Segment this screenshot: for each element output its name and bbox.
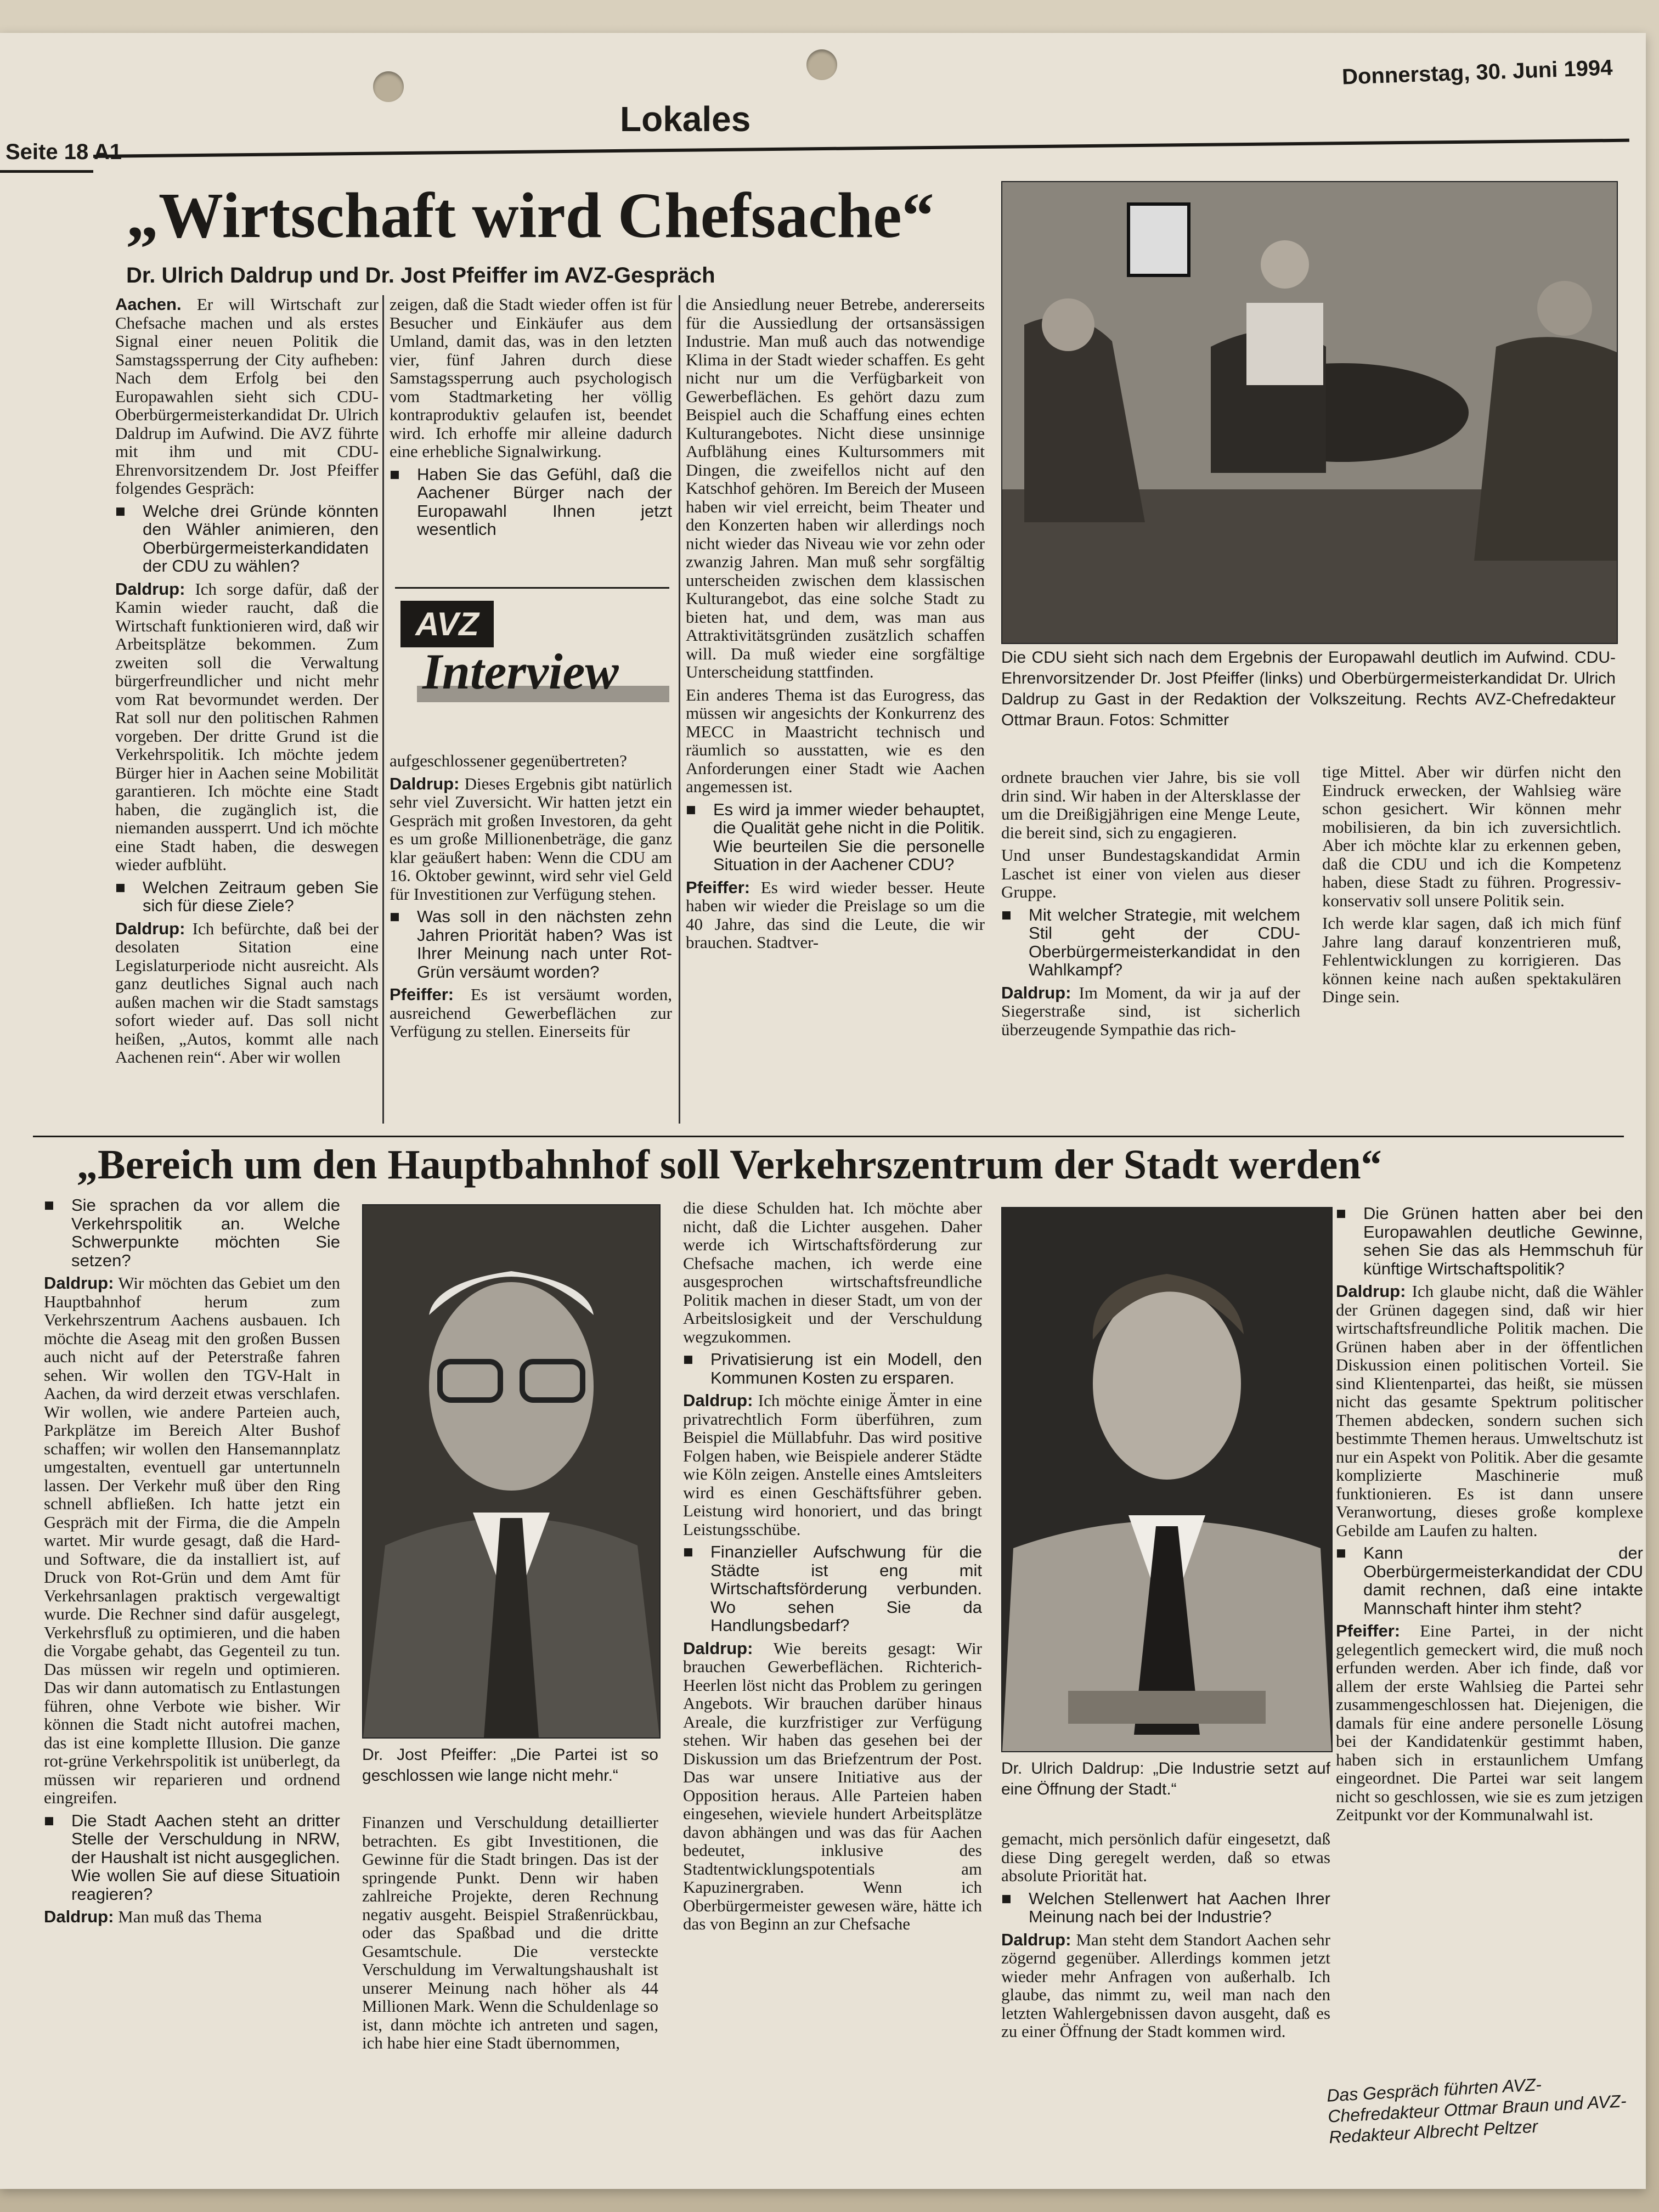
column-rule — [679, 295, 680, 1124]
answer: Daldrup: Ich sorge dafür, daß der Kamin wieder raucht, daß die Wirtschaft funktionieren wird, daß wir Arbeitsplätze bekommen. Zum zweiten soll die Verwaltung bürgerfreundlicher und nicht mehr vom Rat bevormundet werden. Der Rat soll nur den politischen Rahmen vorgeben. Der dritte Grund ist die Verkehrspolitik. Ich möchte jedem Bürger hier in Aachen seine Mobilität garantieren. Ich möchte eine Stadt haben, die zugänglich ist, die niemanden aussperrt. Und ich möchte eine Stadt haben, die deswegen wieder aufblüht. — [115, 579, 379, 874]
pfeiffer-portrait — [362, 1204, 661, 1739]
answer: Daldrup: Ich glaube nicht, daß die Wähler der Grünen dagegen sind, daß wir hier wirtschaftsfreundliche Politik machen. Die Grünen haben aber in der öffentlichen Diskussion einen politischen Vorteil. Sie sind Klientenpartei, das heißt, sie müssen nicht das gesamte Spektrum politischer Themen abdecken, sondern suchen sich bestimmte Themen heraus. Umweltschutz ist nur ein Aspekt von Politik. Aber die gesamte komplizierte Maschinerie muß funktionieren. Es ist dann unsere Veranwortung, dieses große komplexe Gebilde am Laufen zu halten. — [1336, 1282, 1643, 1540]
logo-label: Interview — [422, 644, 619, 699]
article2-col5 — [1336, 1204, 1643, 2115]
speaker-label: Pfeiffer: — [390, 985, 454, 1004]
speaker-label: Pfeiffer: — [1336, 1621, 1401, 1640]
speaker-label: Daldrup: — [683, 1391, 753, 1410]
article2-col2 — [362, 1813, 658, 2142]
article1-col2-top — [390, 295, 672, 580]
paragraph: zeigen, daß die Stadt wieder offen ist für Besucher und Einkäufer aus dem Umland, damit das, was in den letzten vier, fünf Jahren durch diese Samstagssperrung auch psychologisch vom Stadtmarketing her völlig kontraproduktiv gelaufen ist, beendet wird. Ich erhoffe mir alleine dadurch eine erhebliche Signalwirkung. — [390, 295, 672, 461]
question: ■ Finanzieller Aufschwung für die Städte ist eng mit Wirtschaftsförderung verbunden. Wo sehen Sie da Handlungsbedarf? — [683, 1543, 982, 1635]
paragraph: Und unser Bundestagskandidat Armin Laschet ist einer von vielen aus dieser Gruppe. — [1001, 845, 1300, 901]
question: ■ Welchen Stellenwert hat Aachen Ihrer Meinung nach bei der Industrie? — [1001, 1889, 1330, 1926]
daldrup-caption: Dr. Ulrich Daldrup: „Die Industrie setzt auf eine Öffnung der Stadt.“ — [1001, 1759, 1330, 1798]
article1-col1 — [115, 295, 379, 1124]
article1-subheadline: Dr. Ulrich Daldrup und Dr. Jost Pfeiffer im AVZ-Gespräch — [126, 263, 715, 287]
answer: Daldrup: Ich befürchte, daß bei der desolaten Sitation eine Legislaturperiode nicht ausreicht. Als ganz deutliches Signal auch nach außen machen wir die Stadt samstags sofort wieder auf. Das soll nicht heißen, „Autos, kommt alle nach Aachenen rein“. Aber wir wollen — [115, 918, 379, 1066]
paragraph: Finanzen und Verschuldung detaillierter betrachten. Es gibt Investitionen, die Gewinne für die Stadt bringen. Das ist der springende Punkt. Denn wir haben zahlreiche Projekte, deren Rechnung negativ ausgeht. Beispiel Straßenrückbau, oder das Spaßbad und die dritte Gesamtschule. Die versteckte Verschuldung im Verwaltungshaushalt ist unserer Meinung nach höher als 44 Millionen Mark. Wenn die Schuldenlage so ist, dann möchte ich antreten und sagen, ich habe hier eine Stadt übernommen, — [362, 1813, 658, 2052]
interview-credits: Das Gespräch führten AVZ-Chefredakteur Ottmar Braun und AVZ-Redakteur Albrecht Peltzer — [1326, 2074, 1627, 2147]
speaker-label: Daldrup: — [115, 579, 185, 599]
speaker-label: Daldrup: — [115, 918, 185, 938]
question: ■ Sie sprachen da vor allem die Verkehrspolitik an. Welche Schwerpunkte möchten Sie setzen? — [44, 1196, 340, 1269]
answer: Daldrup: Im Moment, da wir ja auf der Siegerstraße sind, ist sicherlich überzeugende Sympathie das rich- — [1001, 983, 1300, 1039]
article1-headline: „Wirtschaft wird Chefsache“ — [126, 179, 934, 251]
speaker-label: Daldrup: — [1336, 1282, 1406, 1301]
article-divider — [33, 1136, 1624, 1137]
question: ■ Was soll in den nächsten zehn Jahren Priorität haben? Was ist Ihrer Meinung nach unter Rot-Grün versäumt worden? — [390, 907, 672, 981]
article2-col3 — [683, 1199, 982, 2142]
newspaper-page — [0, 33, 1646, 2189]
daldrup-portrait — [1001, 1207, 1333, 1752]
question: ■ Die Stadt Aachen steht an dritter Stelle der Verschuldung in NRW, der Haushalt ist nicht ausgeglichen. Wie wollen Sie auf diese Situatioin reagieren? — [44, 1812, 340, 1904]
article1-col2-bottom — [390, 752, 672, 1125]
speaker-label: Daldrup: — [44, 1273, 114, 1293]
paragraph: aufgeschlossener gegenübertreten? — [390, 752, 627, 770]
page-label: Seite 18 A1 — [5, 140, 122, 164]
answer: Daldrup: Ich möchte einige Ämter in eine privatrechtlich Form überführen, zum Beispiel die Müllabfuhr. Das wird positive Folgen haben, wie Beispiele anderer Städte wie Köln zeigen. Anstelle eines Amtsleiters wird es einen Geschäftsführer geben. Leistung wird honoriert, und das bringt Leistungsschübe. — [683, 1391, 982, 1539]
question: ■ Haben Sie das Gefühl, daß die Aachener Bürger nach der Europawahl Ihnen jetzt wesentlich — [390, 465, 672, 539]
pfeiffer-caption: Dr. Jost Pfeiffer: „Die Partei ist so geschlossen wie lange nicht mehr.“ — [362, 1746, 658, 1785]
answer: Daldrup: Man steht dem Standort Aachen sehr zögernd gegenüber. Allerdings kommen jetzt wieder mehr Anfragen von außerhalb. Ich glaube, das nimmt zu, weil man nach den letzten Wahlergebnissen davon ausgeht, daß es zu einer Öffnung der Stadt kommen wird. — [1001, 1929, 1330, 2041]
speaker-label: Daldrup: — [1001, 1929, 1071, 1949]
article1-col3 — [686, 295, 985, 1124]
speaker-label: Daldrup: — [683, 1638, 753, 1658]
paragraph: die diese Schulden hat. Ich möchte aber nicht, daß die Lichter ausgehen. Daher werde ich Wirtschaftsförderung zur Chefsache machen, ich werde eine ausgesprochen wirtschaftsfreundliche Politik machen in dieser Stadt, um von der Arbeitslosigkeit und der Verschuldung wegzukommen. — [683, 1199, 982, 1346]
issue-date: Donnerstag, 30. Juni 1994 — [1341, 55, 1613, 89]
speaker-label: Daldrup: — [44, 1907, 114, 1926]
header-rule — [93, 139, 1629, 158]
paragraph: Aachen. Er will Wirtschaft zur Chefsache machen und als erstes Signal einer neuen Politik die Samstagssperrung der City aufheben: Nach dem Erfolg bei den Europawahlen sieht sich CDU-Oberbürgermeisterkandidat Dr. Ulrich Daldrup im Aufwind. Die AVZ führte mit ihm und mit CDU-Ehrenvorsitzendem Dr. Jost Pfeiffer folgendes Gespräch: — [115, 295, 379, 498]
question: ■ Kann der Oberbürgermeisterkandidat der CDU damit rechnen, daß eine intakte Mannschaft hinter ihm steht? — [1336, 1544, 1643, 1617]
question: ■ Welchen Zeitraum geben Sie sich für diese Ziele? — [115, 878, 379, 915]
paragraph: die Ansiedlung neuer Betrebe, andererseits für die Aussiedlung der ortsansässigen Industrie. Man muß auch das notwendige Klima in der Stadt wieder schaffen. Es geht nicht nur um die Verfügbarkeit von Gewerbeflächen. Es gehört dazu zum Beispiel auch die Schaffung eines echten Kulturangebotes. Nicht diese unsinnige Aufblähung eines Kultursommers mit Dingen, die zweifellos nicht auf den Katschhof gehören. Im Bereich der Museen haben wir viel erreicht, beim Theater und den Konzerten haben wir allerdings noch nicht wieder das Niveau wie vor zehn oder zwanzig Jahren. Man muß sehr sorgfältig unterscheiden zwischen dem klassischen Kulturangebot, das eine solche Stadt zu bieten hat, und dem, was man aus Attraktivitätsgründen zusätzlich schaffen will. Da muß wieder eine sorgfältige Unterscheidung stattfinden. — [686, 295, 985, 681]
section-title: Lokales — [620, 99, 751, 139]
answer: Daldrup: Man muß das Thema — [44, 1907, 262, 1926]
speaker-label: Daldrup: — [390, 774, 460, 793]
speaker-label: Pfeiffer: — [686, 877, 751, 897]
paragraph: ordnete brauchen vier Jahre, bis sie voll drin sind. Wir haben in der Altersklasse der um die Dreißigjährigen eine Menge Leute, die bereit sind, sich zu engagieren. — [1001, 768, 1300, 842]
question: ■ Privatisierung ist ein Modell, den Kommunen Kosten zu ersparen. — [683, 1350, 982, 1387]
paragraph: tige Mittel. Aber wir dürfen nicht den Eindruck erwecken, der Wahlsieg wäre schon gesichert. Wir können mehr mobilisieren, da bin ich zuversichtlich. Aber ich möchte klar zu erkennen geben, daß die CDU und ich die Kompetenz haben, diese Stadt zu führen. Progressiv-konservativ soll unsere Politik sein. — [1322, 763, 1621, 910]
group-photo — [1001, 181, 1618, 644]
punch-hole — [806, 49, 837, 80]
question: ■ Mit welcher Strategie, mit welchem Stil geht der CDU-Oberbürgermeisterkandidat in den Wahlkampf? — [1001, 906, 1300, 979]
article1-col5 — [1322, 763, 1621, 1125]
answer: Pfeiffer: Eine Partei, in der nicht gelegentlich gemeckert wird, die muß noch erfunden werden. Aber ich finde, daß vor allem der erste Wahlsieg die Partei sehr zusammengeschlossen hat. Diejenigen, die damals für eine andere personelle Lösung bei der Kandidatenkür gestimmt haben, haben sich in erstaunlichem Umfang eingeordnet. Die Partei war seit langem nicht so geschlossen, wie sie es zum jetzigen Zeitpunkt vor der Kommunalwahl ist. — [1336, 1621, 1643, 1824]
article2-col1 — [44, 1196, 340, 2129]
avz-interview-logo — [395, 587, 669, 730]
paragraph: Ich werde klar sagen, daß ich mich fünf Jahre lang darauf konzentrieren muß, Fehlentwicklungen zu korrigieren. Das können keine nach außen spektakulären Dinge sein. — [1322, 913, 1621, 1006]
article1-col4 — [1001, 768, 1300, 1125]
group-photo-caption: Die CDU sieht sich nach dem Ergebnis der Europawahl deutlich im Aufwind. CDU-Ehrenvorsitzender Dr. Jost Pfeiffer (links) und Oberbürgermeisterkandidat Dr. Ulrich Daldrup zu Gast in der Redaktion der Volkszeitung. Rechts AVZ-Chefredakteur Ottmar Braun. Fotos: Schmitter — [1001, 648, 1616, 729]
question: ■ Welche drei Gründe könnten den Wähler animieren, den Oberbürgermeisterkandidaten der CDU zu wählen? — [115, 502, 379, 575]
answer: Daldrup: Wir möchten das Gebiet um den Hauptbahnhof herum zum Verkehrszentrum Aachens ausbauen. Ich möchte die Aseag mit den großen Bussen auch nicht auf der Peterstraße fahren sehen. Wir wollen den TGV-Halt in Aachen, da wird derzeit etwas verschlafen. Wir wollen, wie andere Parteien auch, Parkplätze im Bereich Alter Bushof schaffen; wir wollen den Hansemannplatz umgestalten, eventuell gar untertunneln lassen. Der Verkehr muß über den Ring schnell abfließen. Ich hatte jetzt ein Gespräch mit der Firma, die die Ampeln wartet. Mir wurde gesagt, daß die Hard- und Software, die da installiert ist, auf Druck von Rot-Grün und dem Amt für Verkehrsanlagen praktisch vergewaltigt wurde. Die Rechner sind dafür ausgelegt, Verkehrsfluß zu optimieren, und die haben die Vorgabe gehabt, das Gegenteil zu tun. Das müssen wir regeln und optimieren. Das wir dann automatisch zu Entlastungen führen, ohne Verbote wie bisher. Wir können die Stadt nicht autofrei machen, das ist eine komplette Illusion. Die ganze rot-grüne Verkehrspolitik ist unüberlegt, da müssen wir reparieren und ordnend eingreifen. — [44, 1273, 340, 1807]
answer: Pfeiffer: Es ist versäumt worden, ausreichend Gewerbeflächen zur Verfügung zu stellen. Einerseits für — [390, 985, 672, 1041]
punch-hole — [373, 71, 404, 102]
speaker-label: Daldrup: — [1001, 983, 1071, 1002]
paragraph: gemacht, mich persönlich dafür eingesetzt, daß diese Ding geregelt werden, daß so etwas absolute Priorität hat. — [1001, 1830, 1330, 1885]
logo-brand: AVZ — [415, 606, 479, 642]
article2-col4 — [1001, 1830, 1330, 2148]
answer: Daldrup: Dieses Ergebnis gibt natürlich sehr viel Zuversicht. Wir hatten jetzt ein Gespräch mit großen Investoren, da geht es um große Millionenbeträge, die ganz klar geäußert haben: Wenn die CDU am 16. Oktober gewinnt, wird sehr viel Geld für Investitionen zur Verfügung stehen. — [390, 774, 672, 904]
header-rule — [0, 170, 93, 173]
answer: Daldrup: Wie bereits gesagt: Wir brauchen Gewerbeflächen. Richterich-Heerlen löst nicht das Problem zu geringen Angebots. Wir brauchen darüber hinaus Areale, die kurzfristiger zur Verfügung stehen. Wir haben das gesehen bei der Diskussion um das Briefzentrum der Post. Das war unsere Initiative aus der Opposition heraus. Alle Parteien haben eingesehen, wieviele hundert Arbeitsplätze davon abhängen und was das für Aachen bedeutet, inklusive des Stadtentwicklungspotentials am Kapuzinergraben. Wenn ich Oberbürgermeister gewesen wäre, hätte ich das von Beginn an zur Chefsache — [683, 1638, 982, 1933]
answer: Pfeiffer: Es wird wieder besser. Heute haben wir wieder die Preislage so um die 40 Jahre, das sind die Leute, die wir brauchen. Stadtver- — [686, 877, 985, 952]
question: ■ Die Grünen hatten aber bei den Europawahlen deutliche Gewinne, sehen Sie das als Hemmschuh für künftige Wirtschaftspolitik? — [1336, 1204, 1643, 1278]
paragraph: Ein anderes Thema ist das Eurogress, das müssen wir angesichts der Konkurrenz des MECC in Maastricht technisch und räumlich so ausstatten, wie es den Anforderungen einer Stadt wie Aachen angemessen ist. — [686, 685, 985, 796]
question: ■ Es wird ja immer wieder behauptet, die Qualität gehe nicht in die Politik. Wie beurteilen Sie die personelle Situation in der Aachener CDU? — [686, 800, 985, 874]
dateline: Aachen. — [115, 295, 182, 314]
column-rule — [382, 295, 384, 1124]
article2-headline: „Bereich um den Hauptbahnhof soll Verkehrszentrum der Stadt werden“ — [77, 1142, 1382, 1188]
